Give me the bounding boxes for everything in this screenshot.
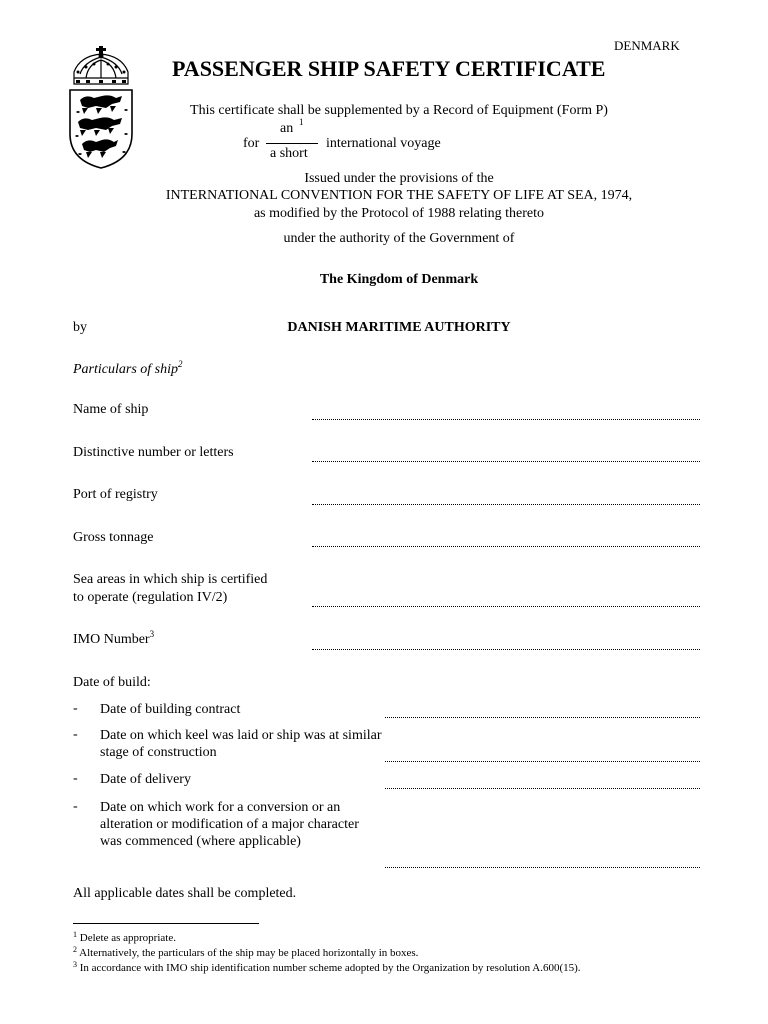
imo-number-field[interactable] xyxy=(312,649,700,650)
fraction-for: for xyxy=(243,136,260,151)
building-contract-date-field[interactable] xyxy=(385,717,700,718)
sea-areas-field[interactable] xyxy=(312,606,700,607)
page-title: PASSENGER SHIP SAFETY CERTIFICATE xyxy=(172,56,606,81)
build-item-conversion: Date on which work for a conversion or an alteration or modification of a major character was commenced (where applicable) xyxy=(100,800,359,849)
bullet-dash: - xyxy=(73,701,78,716)
field-label-name-of-ship: Name of ship xyxy=(73,402,149,417)
footnote-1: $^1$ Delete as appropriate. xyxy=(73,930,176,944)
authority-line: under the authority of the Government of xyxy=(283,231,515,246)
bullet-dash: - xyxy=(73,727,78,742)
fraction-top: an xyxy=(280,121,294,136)
keel-laid-date-field[interactable] xyxy=(385,761,700,762)
field-label-imo-number: IMO Number$^3$ xyxy=(73,629,155,647)
conversion-date-field[interactable] xyxy=(385,867,700,868)
distinctive-number-field[interactable] xyxy=(312,461,700,462)
field-label-port-of-registry: Port of registry xyxy=(73,487,158,502)
port-of-registry-field[interactable] xyxy=(312,504,700,505)
imo-footnote-ref: 3 xyxy=(149,629,155,639)
issuer-name: DANISH MARITIME AUTHORITY xyxy=(287,320,511,335)
bullet-dash: - xyxy=(73,799,78,814)
bullet-dash: - xyxy=(73,771,78,786)
build-item-keel-laid: Date on which keel was laid or ship was at similar stage of construction xyxy=(100,728,382,760)
footnote-3: $^3$ In accordance with IMO ship identification number scheme adopted by the Organization by resolution A.600(15). xyxy=(73,960,581,974)
convention-line: INTERNATIONAL CONVENTION FOR THE SAFETY OF LIFE AT SEA, 1974, xyxy=(165,188,633,203)
field-label-distinctive-number: Distinctive number or letters xyxy=(73,445,234,460)
name-of-ship-field[interactable] xyxy=(312,419,700,420)
particulars-footnote-ref: 2 xyxy=(178,359,183,369)
delivery-date-field[interactable] xyxy=(385,788,700,789)
footnote-divider xyxy=(73,923,259,924)
gross-tonnage-field[interactable] xyxy=(312,546,700,547)
issued-under-line: Issued under the provisions of the xyxy=(304,171,494,186)
protocol-line: as modified by the Protocol of 1988 relating thereto xyxy=(253,206,545,221)
dates-completion-note: All applicable dates shall be completed. xyxy=(73,886,297,901)
fraction-bottom: a short xyxy=(270,146,308,161)
footnote-2: $^2$ Alternatively, the particulars of the ship may be placed horizontally in boxes. xyxy=(73,945,419,959)
field-label-gross-tonnage: Gross tonnage xyxy=(73,530,154,545)
fraction-right-text: international voyage xyxy=(326,136,441,151)
supplement-line: This certificate shall be supplemented by a Record of Equipment (Form P) xyxy=(190,103,608,118)
country-label: DENMARK xyxy=(614,38,680,53)
fraction-divider xyxy=(266,143,318,144)
by-label: by xyxy=(73,320,87,335)
build-item-building-contract: Date of building contract xyxy=(100,702,241,717)
particulars-heading: Particulars of ship$^2$ xyxy=(73,359,183,377)
government-name: The Kingdom of Denmark xyxy=(319,272,479,287)
fraction-top-footnote-ref: 1 xyxy=(299,117,304,127)
date-of-build-heading: Date of build: xyxy=(73,675,151,690)
build-item-delivery: Date of delivery xyxy=(100,772,191,787)
field-label-sea-areas-line2: to operate (regulation IV/2) xyxy=(73,590,228,605)
field-label-sea-areas: Sea areas in which ship is certified xyxy=(73,572,268,587)
